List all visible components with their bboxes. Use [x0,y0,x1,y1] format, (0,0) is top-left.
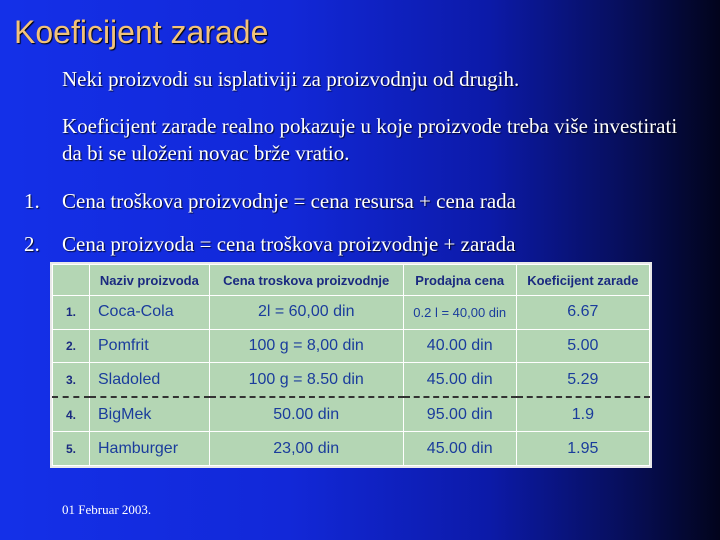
slide-title: Koeficijent zarade [14,14,269,50]
row-coef: 1.9 [516,397,649,432]
row-num: 3. [53,363,90,398]
row-name: Hamburger [90,432,210,466]
header-price: Prodajna cena [403,265,516,296]
row-price: 45.00 din [403,432,516,466]
row-name: Pomfrit [90,329,210,363]
paragraph-2: Koeficijent zarade realno pokazuje u koje proizvode treba više investirati da bi se uloženi novac brže vratio. [62,114,678,165]
row-cost: 23,00 din [209,432,403,466]
row-name: Sladoled [90,363,210,398]
table-row [53,397,650,432]
table-header-row [53,265,650,296]
row-coef: 5.00 [516,329,649,363]
row-price: 40.00 din [403,329,516,363]
row-price: 45.00 din [403,363,516,398]
header-num [53,265,90,296]
list-number: 1. [24,189,40,213]
row-num: 5. [53,432,90,466]
row-cost: 100 g = 8.50 din [209,363,403,398]
table-row [53,296,650,330]
row-cost: 100 g = 8,00 din [209,329,403,363]
row-coef: 6.67 [516,296,649,330]
row-num: 4. [53,397,90,432]
table-row [53,329,650,363]
row-name: BigMek [90,397,210,432]
table-row [53,432,650,466]
row-price: 95.00 din [403,397,516,432]
list-text: Cena troškova proizvodnje = cena resursa + cena rada [62,189,516,213]
header-cost: Cena troskova proizvodnje [209,265,403,296]
list-item [24,231,515,258]
row-coef: 1.95 [516,432,649,466]
list-item [24,188,516,215]
product-table [50,262,652,468]
row-num: 1. [53,296,90,330]
header-name: Naziv proizvoda [90,265,210,296]
row-name: Coca-Cola [90,296,210,330]
row-cost: 2l = 60,00 din [209,296,403,330]
list-text: Cena proizvoda = cena troškova proizvodnje + zarada [62,232,516,256]
paragraph-1: Neki proizvodi su isplativiji za proizvodnju od drugih. [62,67,520,91]
table-row [53,363,650,398]
footer-date: 01 Februar 2003. [62,502,152,517]
row-num: 2. [53,329,90,363]
row-cost: 50.00 din [209,397,403,432]
coefficient-table [52,264,650,466]
list-number: 2. [24,232,40,256]
row-price: 0.2 l = 40,00 din [403,296,516,330]
row-coef: 5.29 [516,363,649,398]
header-coef: Koeficijent zarade [516,265,649,296]
